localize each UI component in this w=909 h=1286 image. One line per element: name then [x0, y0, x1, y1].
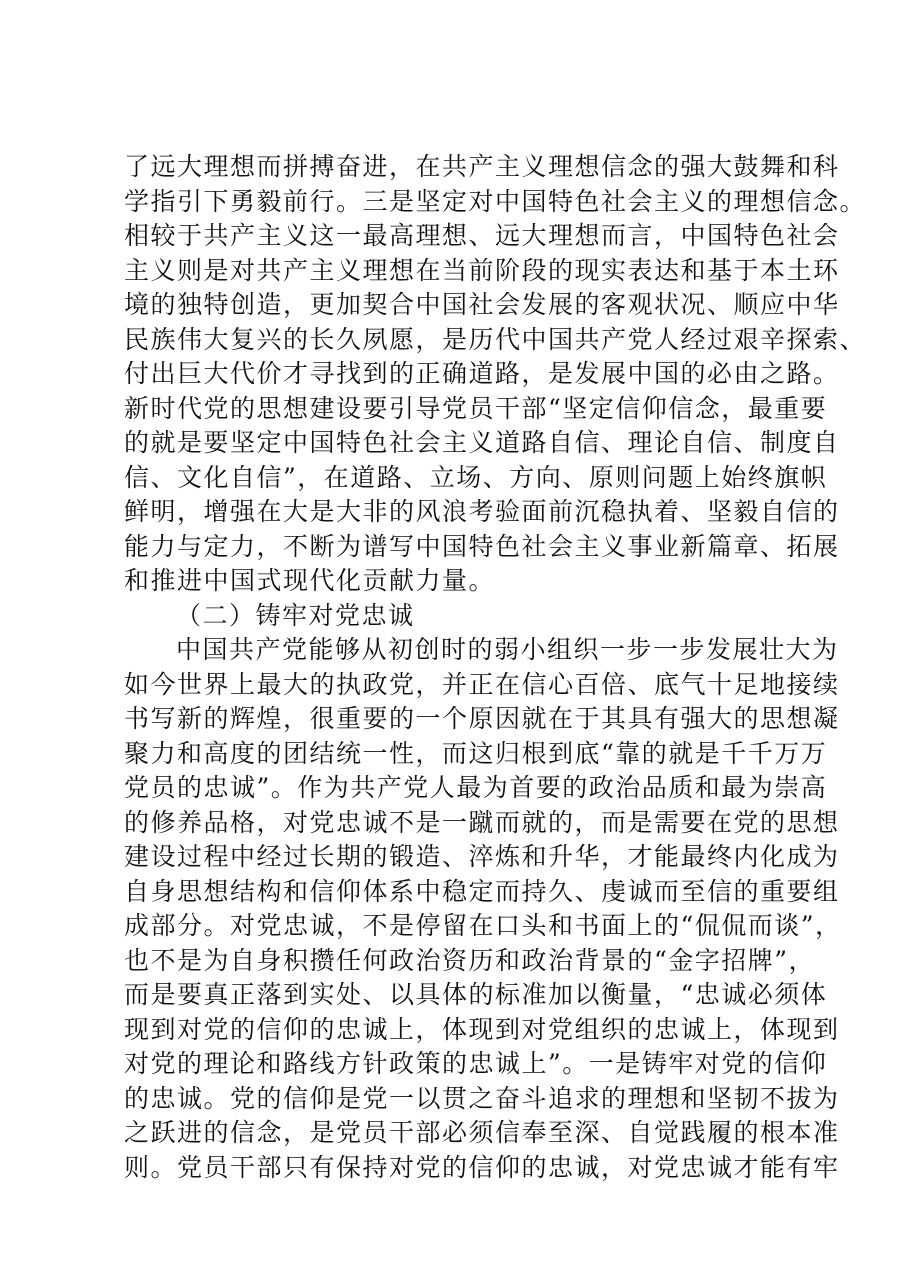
text-line: 的就是要坚定中国特色社会主义道路自信、理论自信、制度自 [124, 428, 840, 457]
text-line: 付出巨大代价才寻找到的正确道路，是发展中国的必由之路。 [124, 359, 840, 388]
text-line: 也不是为自身积攒任何政治资历和政治背景的“金字招牌”， [124, 945, 816, 975]
text-line: 书写新的辉煌，很重要的一个原因就在于其具有强大的思想凝 [124, 704, 840, 733]
text-line: 自身思想结构和信仰体系中稳定而持久、虔诚而至信的重要组 [124, 876, 840, 906]
text-line: 中国共产党能够从初创时的弱小组织一步一步发展壮大为 [176, 635, 839, 664]
text-line: 和推进中国式现代化贡献力量。 [124, 566, 496, 595]
text-line: 之跃进的信念，是党员干部必须信奉至深、自觉践履的根本准 [124, 1118, 840, 1147]
text-line: 则。党员干部只有保持对党的信仰的忠诚，对党忠诚才能有牢 [124, 1152, 840, 1182]
text-line: 而是要真正落到实处、以具体的标准加以衡量，“忠诚必须体 [124, 980, 828, 1009]
text-line: 聚力和高度的团结统一性，而这归根到底“靠的就是千千万万 [124, 738, 828, 768]
text-line: 党员的忠诚”。作为共产党人最为首要的政治品质和最为崇高 [124, 773, 828, 802]
text-line: 境的独特创造，更加契合中国社会发展的客观状况、顺应中华 [124, 290, 840, 319]
text-line: 的忠诚。党的信仰是党一以贯之奋斗追求的理想和坚韧不拔为 [124, 1083, 840, 1113]
document-body [124, 150, 867, 1185]
text-line: 了远大理想而拼搏奋进，在共产主义理想信念的强大鼓舞和科 [124, 152, 840, 181]
text-line: 能力与定力，不断为谱写中国特色社会主义事业新篇章、拓展 [124, 531, 840, 561]
text-line: 现到对党的信仰的忠诚上，体现到对党组织的忠诚上，体现到 [124, 1014, 840, 1044]
section-heading: （二）铸牢对党忠诚 [176, 600, 415, 630]
text-line: 如今世界上最大的执政党，并正在信心百倍、底气十足地接续 [124, 669, 840, 699]
text-line: 新时代党的思想建设要引导党员干部“坚定信仰信念，最重要 [124, 393, 828, 423]
text-line: 民族伟大复兴的长久夙愿，是历代中国共产党人经过艰辛探索、 [124, 324, 867, 354]
text-line: 建设过程中经过长期的锻造、淬炼和升华，才能最终内化成为 [124, 842, 840, 871]
text-line: 相较于共产主义这一最高理想、远大理想而言，中国特色社会 [124, 221, 840, 250]
text-line: 成部分。对党忠诚，不是停留在口头和书面上的“侃侃而谈”， [124, 911, 842, 940]
text-line: 主义则是对共产主义理想在当前阶段的现实表达和基于本土环 [124, 255, 840, 285]
text-line: 对党的理论和路线方针政策的忠诚上”。一是铸牢对党的信仰 [124, 1049, 828, 1078]
text-line: 信、文化自信”，在道路、立场、方向、原则问题上始终旗帜 [124, 462, 828, 492]
text-line: 的修养品格，对党忠诚不是一蹴而就的，而是需要在党的思想 [124, 807, 840, 837]
text-line: 鲜明，增强在大是大非的风浪考验面前沉稳执着、坚毅自信的 [124, 497, 840, 526]
text-line: 学指引下勇毅前行。三是坚定对中国特色社会主义的理想信念。 [124, 186, 867, 216]
